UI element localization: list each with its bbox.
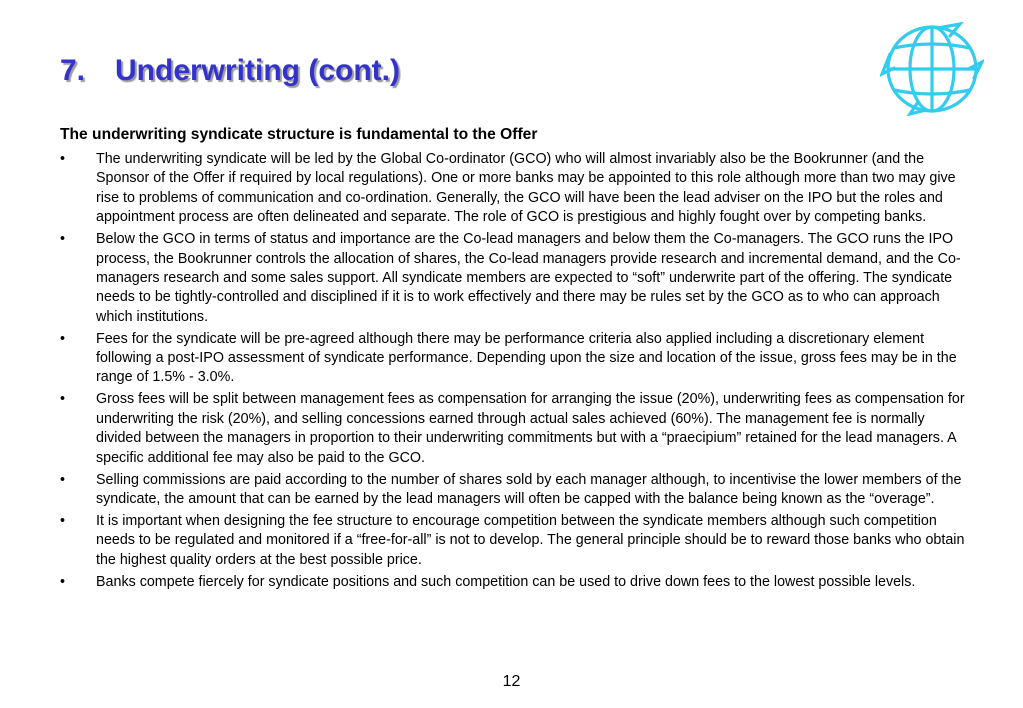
- bullet-text: Gross fees will be split between management fees as compensation for arranging the issue (20%), underwriting fees as compensation for underwriting the risk (20%), and selling concessions earned through actual sales achieved (60%). The management fee is normally divided between the managers in proportion to their underwriting commitments but with a “praecipium” retained for the lead managers. A specific additional fee may also be paid to the GCO.: [96, 391, 965, 466]
- bullet-marker: •: [60, 512, 66, 529]
- bullet-text: Fees for the syndicate will be pre-agreed although there may be performance criteria also applied including a discretionary element following a post-IPO assessment of syndicate performance. Depending upon the size and location of the issue, gross fees may be in the range of 1.5% - 3.0%.: [96, 330, 957, 386]
- bullet-marker: •: [60, 330, 66, 347]
- page-number: 12: [502, 673, 521, 690]
- slide-title-number: 7.: [60, 54, 86, 87]
- bullet-text: Below the GCO in terms of status and importance are the Co-lead managers and below them the Co-managers. The GCO runs the IPO process, the Bookrunner controls the allocation of shares, the Co-lead managers provide research and incremental demand, and the Co-managers research and some sales support. All syndicate members are expected to “soft” underwrite part of the offering. The syndicate needs to be tightly-controlled and disciplined if it is to work effectively and there may be rules set by the GCO as to who can approach which institutions.: [96, 231, 961, 325]
- bullet-marker: •: [60, 573, 66, 590]
- list-item: [60, 150, 970, 228]
- list-item: [60, 573, 970, 592]
- slide-title-text: Underwriting (cont.): [115, 54, 400, 87]
- bullet-text: Selling commissions are paid according to the number of shares sold by each manager although, to incentivise the lower members of the syndicate, the amount that can be earned by the lead managers will often be capped with the balance being known as the “overage”.: [96, 471, 962, 507]
- bullet-text: Banks compete fiercely for syndicate positions and such competition can be used to drive down fees to the lowest possible levels.: [96, 573, 916, 590]
- list-item: [60, 330, 970, 388]
- bullet-marker: •: [60, 151, 66, 167]
- bullet-marker: •: [60, 391, 66, 408]
- bullet-list: [60, 150, 970, 594]
- slide-title: [60, 54, 400, 88]
- bullet-marker: •: [60, 231, 66, 248]
- globe-icon: [880, 22, 984, 116]
- list-item: [60, 471, 970, 510]
- bullet-text: The underwriting syndicate will be led by the Global Co-ordinator (GCO) who will almost invariably also be the Bookrunner (and the Sponsor of the Offer if required by local regulations). One or more banks may be appointed to this role although more than two may give rise to problems of communication and co-ordination. Generally, the GCO will have been the lead adviser on the IPO but the roles and appointment process are often delineated and separate. The role of GCO is prestigious and highly fought over by competing banks.: [96, 151, 956, 226]
- list-item: [60, 230, 970, 327]
- list-item: [60, 390, 970, 468]
- bullet-text: It is important when designing the fee structure to encourage competition between the syndicate members although such competition needs to be regulated and monitored if a “free-for-all” is not to develop. The general principle should be to reward those banks who obtain the highest quality orders at the best possible price.: [96, 512, 965, 568]
- section-subheading: The underwriting syndicate structure is fundamental to the Offer: [60, 126, 538, 143]
- list-item: [60, 512, 970, 570]
- bullet-marker: •: [60, 471, 66, 488]
